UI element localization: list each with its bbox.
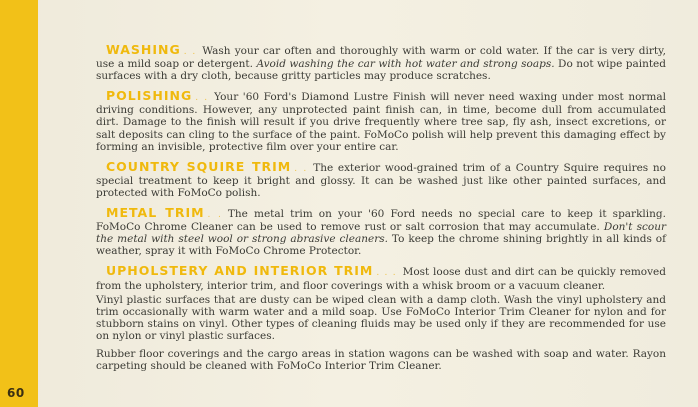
metal-trim-text-1: The metal trim on your '60 Ford needs no special care to keep it sparkling. FoMoCo Chrome Cleaner can be used to remove rust or salt corrosion that may accumulate.: [96, 208, 666, 234]
leader-dots: . .: [207, 210, 222, 221]
heading-polishing: POLISHING: [106, 88, 193, 104]
washing-warning: Avoid washing the car with hot water and strong soaps.: [256, 58, 555, 71]
upholstery-vinyl-paragraph: Vinyl plastic surfaces that are dusty can be wiped clean with a damp cloth. Wash the vinyl upholstery and trim occasionally with warm water and a mild soap. Use FoMoCo Interior Trim Cleaner for nylon and for stubborn stains on vinyl. Other types of cleaning fluids may be used only if they are recommended for use on nylon or vinyl plastic surfaces.: [96, 293, 666, 342]
leader-dots: . . .: [376, 268, 397, 279]
country-squire-text: The exterior wood-grained trim of a Country Squire requires no special treatment to keep it bright and glossy. It can be washed just like other painted surfaces, and protected with FoMoCo polish.: [96, 161, 666, 199]
heading-metal-trim: METAL TRIM: [106, 205, 205, 221]
page-number: 60: [7, 386, 25, 400]
upholstery-text: Most loose dust and dirt can be quickly removed from the upholstery, interior trim, and floor coverings with a whisk broom or a vacuum cleaner.: [96, 266, 666, 292]
washing-text-1: Wash your car often and thoroughly with warm or cold water. If the car is very dirty, use a mild soap or detergent.: [96, 45, 666, 71]
upholstery-rubber-paragraph: Rubber floor coverings and the cargo areas in station wagons can be washed with soap and water. Rayon carpeting should be cleaned with FoMoCo Interior Trim Cleaner.: [96, 347, 666, 373]
heading-upholstery: UPHOLSTERY AND INTERIOR TRIM: [106, 263, 374, 279]
metal-trim-warning: Don't scour the metal with steel wool or strong abrasive cleaners.: [96, 221, 666, 246]
section-metal-trim: [96, 207, 666, 257]
heading-washing: WASHING: [106, 42, 181, 57]
section-country-squire-trim: [96, 158, 666, 199]
leader-dots: . .: [195, 93, 209, 104]
section-polishing: [96, 90, 666, 152]
section-washing: [96, 44, 666, 82]
washing-text-2: Do not wipe painted surfaces with a dry cloth, because gritty particles may produce scratches.: [96, 58, 666, 83]
leader-dots: . .: [294, 163, 308, 174]
polishing-text: Your '60 Ford's Diamond Lustre Finish will never need waxing under most normal driving conditions. However, any unprotected paint finish can, in time, become dull from accumulated dirt. Damage to the finish will result if you drive frequently where tree sap, fly ash, insect excretions, or salt deposits can cling to the surface of the paint. FoMoCo polish will help prevent this damaging effect by forming an invisible, protective film over your entire car.: [96, 91, 666, 153]
page-content: [96, 44, 666, 380]
section-upholstery: [96, 265, 666, 372]
yellow-margin-strip: [0, 0, 38, 407]
leader-dots: . .: [183, 47, 197, 57]
metal-trim-text-2: To keep the chrome shining brightly in all kinds of weather, spray it with FoMoCo Chrome Protector.: [96, 233, 666, 258]
heading-country-squire-trim: COUNTRY SQUIRE TRIM: [106, 158, 292, 174]
